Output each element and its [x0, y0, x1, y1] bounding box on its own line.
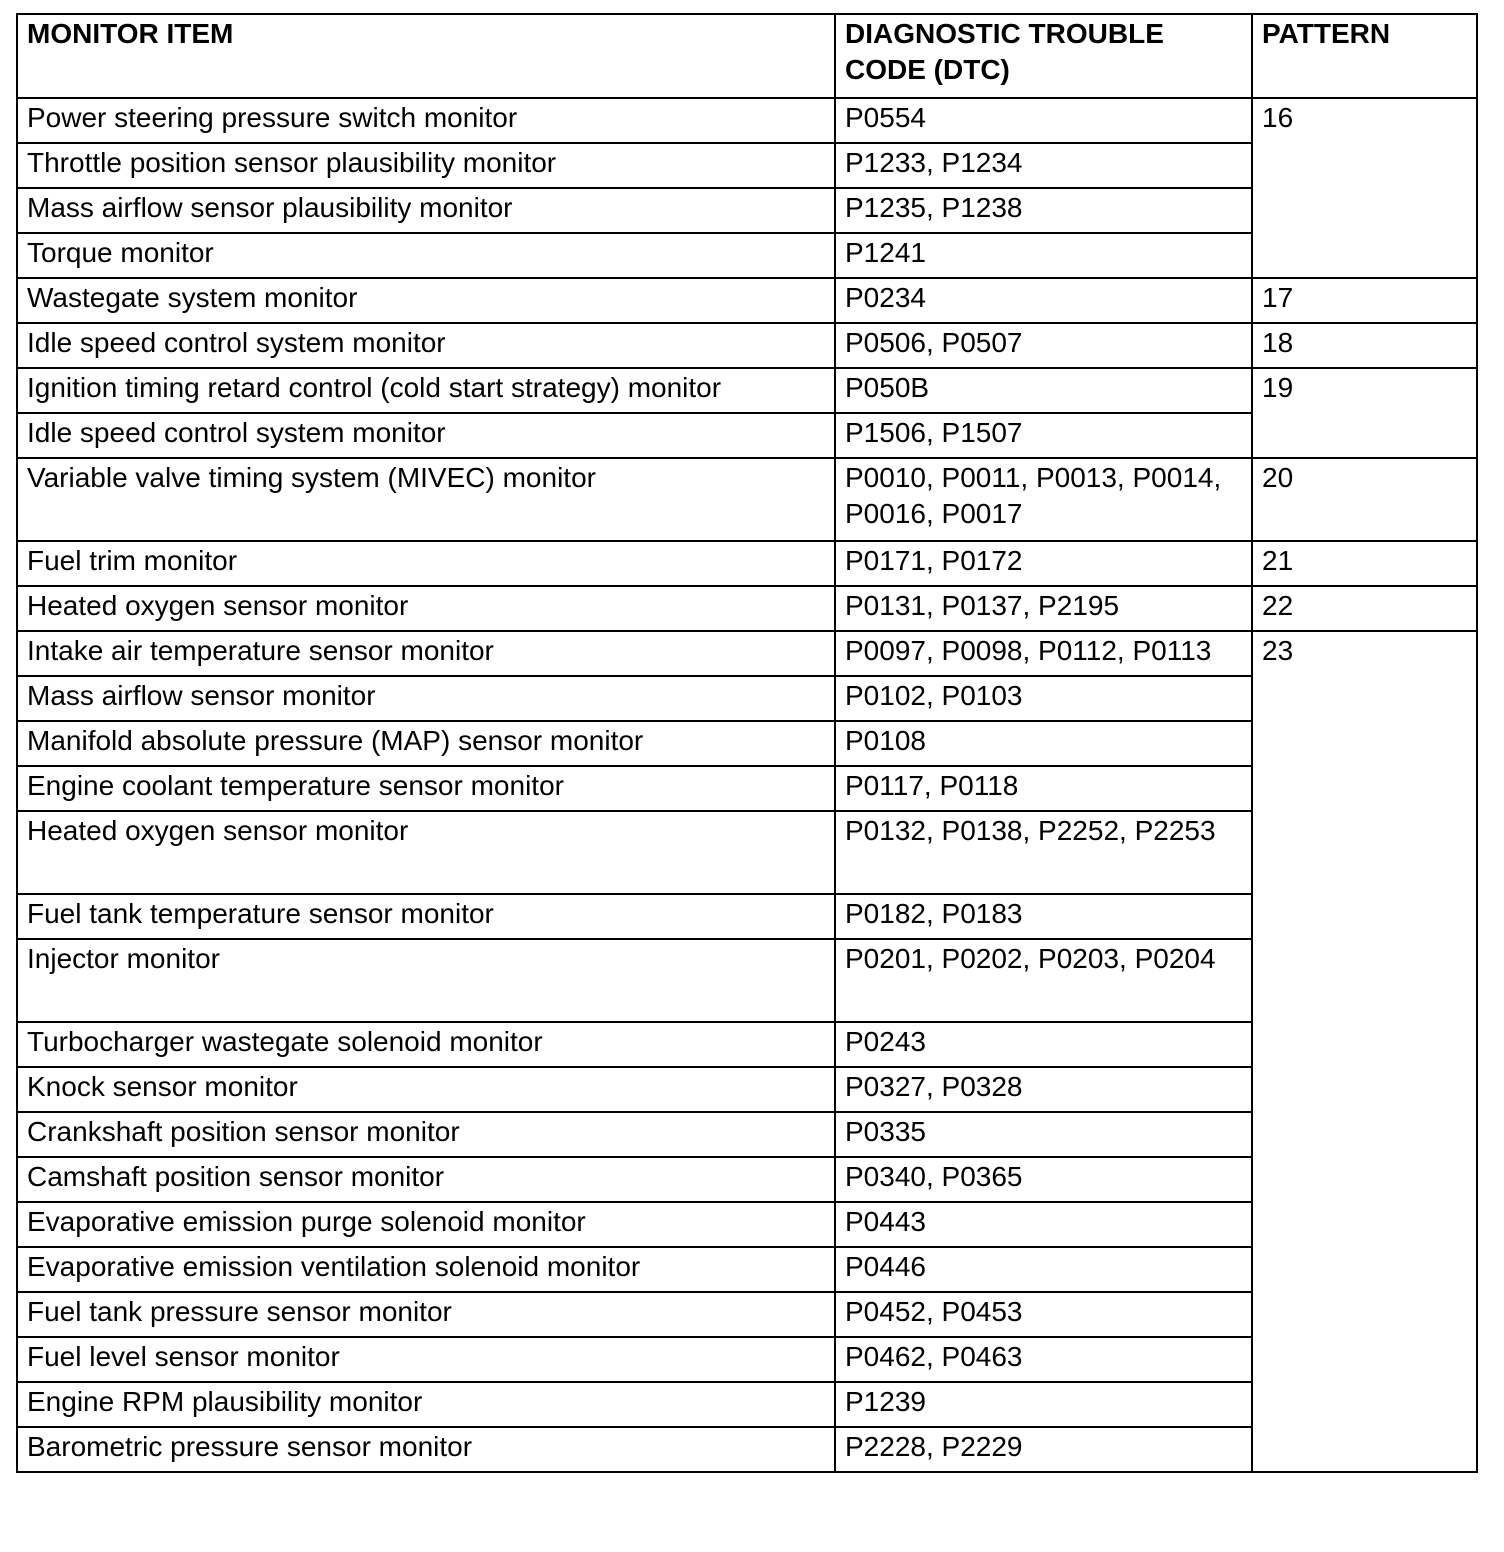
- dtc-cell: P1235, P1238: [835, 188, 1252, 233]
- monitor-item-cell: Evaporative emission ventilation solenoid monitor: [17, 1247, 835, 1292]
- header-dtc: DIAGNOSTIC TROUBLE CODE (DTC): [835, 14, 1252, 98]
- table-row: [17, 98, 1477, 143]
- monitor-item-cell: Intake air temperature sensor monitor: [17, 631, 835, 676]
- dtc-cell: P1506, P1507: [835, 413, 1252, 458]
- table-row: [17, 368, 1477, 413]
- pattern-cell: 19: [1252, 368, 1477, 458]
- monitor-item-cell: Throttle position sensor plausibility monitor: [17, 143, 835, 188]
- monitor-item-cell: Ignition timing retard control (cold start strategy) monitor: [17, 368, 835, 413]
- pattern-cell: 17: [1252, 278, 1477, 323]
- pattern-cell: 18: [1252, 323, 1477, 368]
- dtc-cell: P0446: [835, 1247, 1252, 1292]
- dtc-cell: P0554: [835, 98, 1252, 143]
- header-row: [17, 14, 1477, 98]
- monitor-item-cell: Torque monitor: [17, 233, 835, 278]
- monitor-item-cell: Camshaft position sensor monitor: [17, 1157, 835, 1202]
- monitor-item-cell: Knock sensor monitor: [17, 1067, 835, 1112]
- monitor-item-cell: Evaporative emission purge solenoid monitor: [17, 1202, 835, 1247]
- dtc-cell: P1239: [835, 1382, 1252, 1427]
- monitor-item-cell: Fuel tank temperature sensor monitor: [17, 894, 835, 939]
- dtc-cell: P0097, P0098, P0112, P0113: [835, 631, 1252, 676]
- dtc-cell: P0131, P0137, P2195: [835, 586, 1252, 631]
- monitor-item-cell: Manifold absolute pressure (MAP) sensor monitor: [17, 721, 835, 766]
- monitor-item-cell: Engine coolant temperature sensor monitor: [17, 766, 835, 811]
- monitor-item-cell: Heated oxygen sensor monitor: [17, 811, 835, 894]
- monitor-item-cell: Idle speed control system monitor: [17, 323, 835, 368]
- dtc-cell: P0132, P0138, P2252, P2253: [835, 811, 1252, 894]
- dtc-cell: P0506, P0507: [835, 323, 1252, 368]
- monitor-item-cell: Idle speed control system monitor: [17, 413, 835, 458]
- dtc-cell: P1241: [835, 233, 1252, 278]
- pattern-cell: 22: [1252, 586, 1477, 631]
- table-row: [17, 278, 1477, 323]
- monitor-item-cell: Fuel level sensor monitor: [17, 1337, 835, 1382]
- dtc-cell: P0335: [835, 1112, 1252, 1157]
- monitor-item-cell: Heated oxygen sensor monitor: [17, 586, 835, 631]
- monitor-dtc-table: [16, 13, 1478, 1473]
- pattern-cell: 16: [1252, 98, 1477, 278]
- monitor-item-cell: Injector monitor: [17, 939, 835, 1022]
- dtc-cell: P0182, P0183: [835, 894, 1252, 939]
- table-row: [17, 541, 1477, 586]
- dtc-cell: P0171, P0172: [835, 541, 1252, 586]
- table-row: [17, 323, 1477, 368]
- dtc-cell: P0462, P0463: [835, 1337, 1252, 1382]
- dtc-cell: P0340, P0365: [835, 1157, 1252, 1202]
- dtc-cell: P0201, P0202, P0203, P0204: [835, 939, 1252, 1022]
- monitor-item-cell: Mass airflow sensor monitor: [17, 676, 835, 721]
- monitor-item-cell: Crankshaft position sensor monitor: [17, 1112, 835, 1157]
- monitor-item-cell: Wastegate system monitor: [17, 278, 835, 323]
- header-monitor-item: MONITOR ITEM: [17, 14, 835, 98]
- dtc-cell: P0443: [835, 1202, 1252, 1247]
- table-row: [17, 631, 1477, 676]
- dtc-cell: P0234: [835, 278, 1252, 323]
- table-row: [17, 586, 1477, 631]
- header-pattern: PATTERN: [1252, 14, 1477, 98]
- dtc-cell: P0452, P0453: [835, 1292, 1252, 1337]
- dtc-cell: P0117, P0118: [835, 766, 1252, 811]
- monitor-item-cell: Engine RPM plausibility monitor: [17, 1382, 835, 1427]
- pattern-cell: 21: [1252, 541, 1477, 586]
- dtc-cell: P1233, P1234: [835, 143, 1252, 188]
- monitor-item-cell: Mass airflow sensor plausibility monitor: [17, 188, 835, 233]
- dtc-cell: P2228, P2229: [835, 1427, 1252, 1472]
- pattern-cell: 20: [1252, 458, 1477, 541]
- monitor-item-cell: Power steering pressure switch monitor: [17, 98, 835, 143]
- monitor-item-cell: Barometric pressure sensor monitor: [17, 1427, 835, 1472]
- pattern-cell: 23: [1252, 631, 1477, 1472]
- table-row: [17, 458, 1477, 541]
- dtc-cell: P050B: [835, 368, 1252, 413]
- monitor-item-cell: Fuel trim monitor: [17, 541, 835, 586]
- dtc-cell: P0108: [835, 721, 1252, 766]
- dtc-cell: P0102, P0103: [835, 676, 1252, 721]
- monitor-item-cell: Fuel tank pressure sensor monitor: [17, 1292, 835, 1337]
- monitor-item-cell: Turbocharger wastegate solenoid monitor: [17, 1022, 835, 1067]
- dtc-cell: P0010, P0011, P0013, P0014, P0016, P0017: [835, 458, 1252, 541]
- dtc-cell: P0327, P0328: [835, 1067, 1252, 1112]
- dtc-cell: P0243: [835, 1022, 1252, 1067]
- monitor-item-cell: Variable valve timing system (MIVEC) monitor: [17, 458, 835, 541]
